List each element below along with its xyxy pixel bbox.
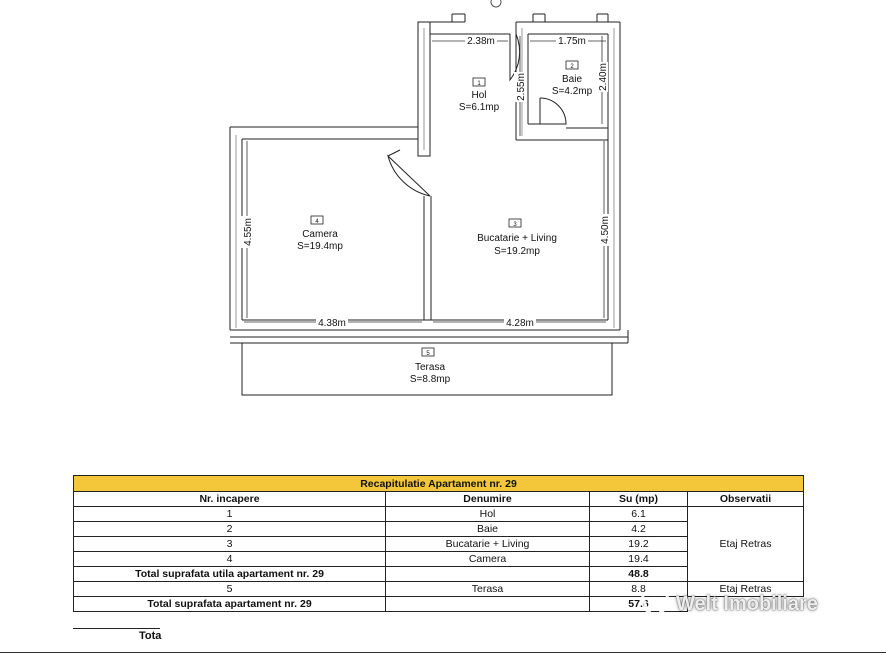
logo-icon [640, 592, 670, 616]
dim-baie-height: 2.40m [598, 63, 609, 91]
cell-su: 19.4 [590, 552, 688, 567]
cell-empty [386, 597, 590, 612]
room-number-hol: 1 [477, 81, 481, 87]
divider [0, 652, 886, 653]
cell-name: Terasa [386, 582, 590, 597]
cell-empty [386, 567, 590, 582]
header-observatii: Observatii [688, 492, 804, 507]
header-nr: Nr. incapere [74, 492, 386, 507]
header-denumire: Denumire [386, 492, 590, 507]
dimension-lines [244, 36, 606, 322]
cell-total-utila-label: Total suprafata utila apartament nr. 29 [74, 567, 386, 582]
dim-camera-width: 4.38m [318, 318, 346, 329]
cell-observatii: Etaj Retras [688, 507, 804, 582]
dim-living-width: 4.28m [506, 318, 534, 329]
cell-name: Hol [386, 507, 590, 522]
room-area-hol: S=6.1mp [458, 102, 500, 113]
cell-observatii: Etaj Retras [688, 582, 804, 597]
cell-nr: 3 [74, 537, 386, 552]
room-name-terasa: Terasa [414, 362, 446, 373]
room-area-baie: S=4.2mp [551, 86, 593, 97]
cell-su: 19.2 [590, 537, 688, 552]
cell-nr: 1 [74, 507, 386, 522]
north-marker-icon [491, 0, 501, 7]
dim-hol-height: 2.55m [516, 73, 527, 101]
cell-total-utila-value: 48.8 [590, 567, 688, 582]
cell-total-value: 57.6 [590, 597, 688, 612]
room-name-camera: Camera [302, 229, 338, 240]
dim-camera-height: 4.55m [243, 218, 254, 246]
cell-nr: 4 [74, 552, 386, 567]
room-number-camera: 4 [315, 219, 319, 225]
cut-off-text: Tota [139, 630, 162, 642]
cell-su: 4.2 [590, 522, 688, 537]
cell-su: 8.8 [590, 582, 688, 597]
room-name-hol: Hol [471, 90, 487, 101]
cell-name: Baie [386, 522, 590, 537]
cell-name: Camera [386, 552, 590, 567]
dim-baie-width: 1.75m [558, 36, 586, 47]
cell-su: 6.1 [590, 507, 688, 522]
room-number-baie: 2 [570, 64, 574, 70]
wall-hatch [236, 28, 614, 328]
divider [73, 628, 160, 629]
room-area-terasa: S=8.8mp [409, 374, 451, 385]
cell-total-label: Total suprafata apartament nr. 29 [74, 597, 386, 612]
dim-living-height: 4.50m [600, 216, 611, 244]
room-area-living: S=19.2mp [494, 246, 540, 257]
room-number-living: 3 [513, 222, 517, 228]
room-area-camera: S=19.4mp [297, 241, 343, 252]
room-name-baie: Baie [561, 74, 583, 85]
watermark [640, 592, 818, 616]
cell-nr: 5 [74, 582, 386, 597]
walls [230, 14, 628, 395]
header-su: Su (mp) [590, 492, 688, 507]
cell-nr: 2 [74, 522, 386, 537]
room-number-terasa: 5 [426, 351, 430, 357]
table-row [74, 507, 804, 522]
cell-name: Bucatarie + Living [386, 537, 590, 552]
table-title: Recapitulatie Apartament nr. 29 [74, 476, 804, 492]
dim-hol-width: 2.38m [467, 36, 495, 47]
room-name-living: Bucatarie + Living [477, 233, 557, 244]
door-icon [388, 34, 566, 196]
watermark-text: Welt Imobiliare [676, 592, 818, 615]
